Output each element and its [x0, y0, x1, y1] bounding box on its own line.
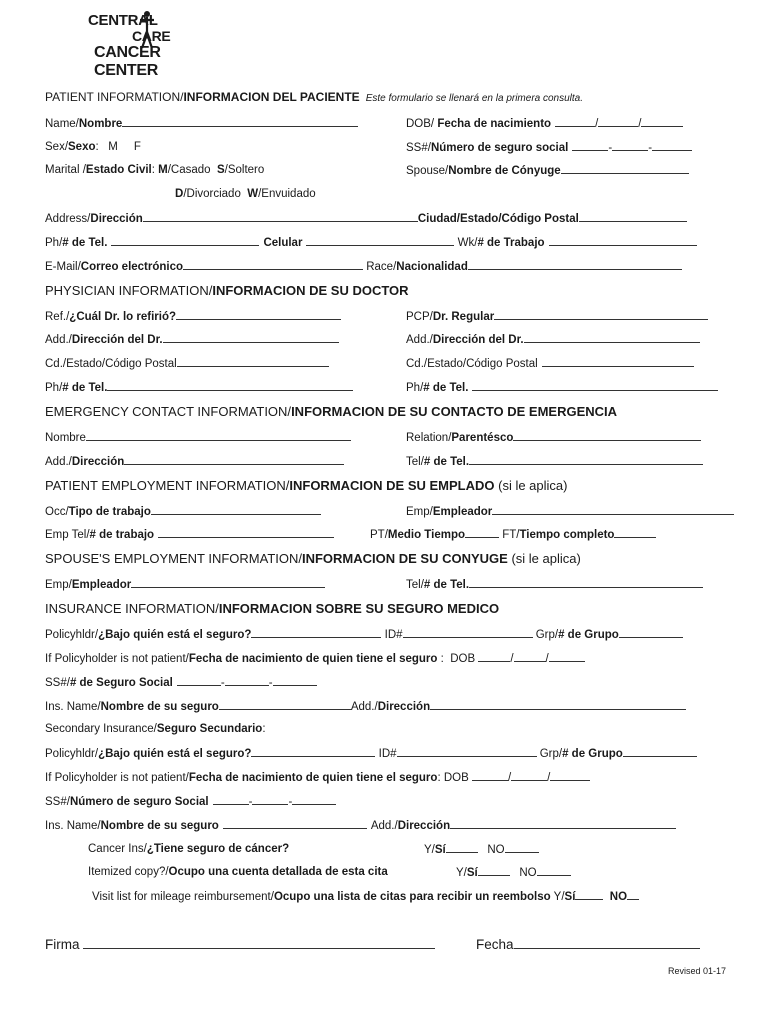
email-field: E-Mail/Correo electrónico Race/Nacionalidad	[45, 259, 682, 274]
section-emergency-heading: EMERGENCY CONTACT INFORMATION/INFORMACION DE SU CONTACTO DE EMERGENCIA	[45, 404, 618, 419]
section-physician-heading: PHYSICIAN INFORMATION/INFORMACION DE SU DOCTOR	[45, 283, 409, 298]
pcp-field: PCP/Dr. Regular	[406, 309, 708, 324]
pcp-phone-field: Ph/# de Tel.	[406, 380, 718, 395]
emp-tel-field: Emp Tel/# de trabajo	[45, 527, 334, 542]
relation-field: Relation/Parentésco	[406, 430, 701, 445]
pcp-city-field: Cd./Estado/Código Postal	[406, 356, 694, 371]
spouse-field: Spouse/Nombre de Cónyuge	[406, 163, 689, 178]
policyholder-field: Policyhldr/¿Bajo quién está el seguro? ID# Grp/# de Grupo	[45, 627, 683, 642]
section-patient-heading: PATIENT INFORMATION/INFORMACION DEL PACIENTE Este formulario se llenará en la primera consulta.	[45, 90, 584, 104]
dr-phone-field: Ph/# de Tel.	[45, 380, 353, 395]
emergency-address-field: Add./Dirección	[45, 454, 344, 469]
emergency-tel-field: Tel/# de Tel.	[406, 454, 703, 469]
sex-field: Sex/Sexo: M F	[45, 141, 141, 153]
itemized-yes-no: Y/Sí NO	[456, 865, 571, 880]
dob-field: DOB/ Fecha de nacimiento / /	[406, 116, 683, 131]
name-input[interactable]	[122, 116, 358, 127]
ref-field: Ref./¿Cuál Dr. lo refirió?	[45, 309, 341, 324]
secondary-ins-name-field: Ins. Name/Nombre de su seguro Add./Dirección	[45, 818, 676, 833]
dr-address-field: Add./Dirección del Dr.	[45, 332, 339, 347]
section-employment-heading: PATIENT EMPLOYMENT INFORMATION/INFORMACION DE SU EMPLADO (si le aplica)	[45, 478, 568, 493]
holder-ss-field: SS#/# de Seguro Social - -	[45, 675, 317, 690]
dr-city-field: Cd./Estado/Código Postal	[45, 356, 329, 371]
logo-line1: CENTRAL	[88, 12, 158, 29]
section-insurance-heading: INSURANCE INFORMATION/INFORMACION SOBRE SU SEGURO MEDICO	[45, 601, 500, 616]
logo-line2: CARE	[132, 28, 171, 44]
marital-field-2: D/Divorciado W/Envuidado	[175, 188, 316, 200]
revision-label: Revised 01-17	[667, 966, 726, 976]
ss-field: SS#/Número de seguro social - -	[406, 140, 692, 155]
address-field: Address/Dirección Ciudad/Estado/Código Postal	[45, 211, 687, 226]
signature-field: Firma	[45, 936, 435, 952]
logo-line3: CANCER CENTER	[94, 44, 161, 79]
employer-field: Emp/Empleador	[406, 504, 734, 519]
spouse-tel-field: Tel/# de Tel.	[406, 577, 703, 592]
phone-field: Ph/# de Tel. Celular Wk/# de Trabajo	[45, 235, 697, 250]
time-field: PT/Medio Tiempo FT/Tiempo completo	[370, 527, 656, 542]
secondary-dob-field: If Policyholder is not patient/Fecha de nacimiento de quien tiene el seguro: DOB / /	[45, 770, 590, 785]
secondary-holder-field: Policyhldr/¿Bajo quién está el seguro? ID# Grp/# de Grupo	[45, 746, 697, 761]
visit-list-field: Visit list for mileage reimbursement/Ocupo una lista de citas para recibir un reembolso Y/Sí NO	[92, 889, 639, 904]
name-field: Name/Nombre	[45, 116, 358, 131]
pcp-address-field: Add./Dirección del Dr.	[406, 332, 700, 347]
date-line[interactable]	[514, 936, 700, 949]
spouse-employer-field: Emp/Empleador	[45, 577, 325, 592]
signature-line[interactable]	[83, 936, 435, 949]
occupation-field: Occ/Tipo de trabajo	[45, 504, 321, 519]
date-field: Fecha	[476, 936, 700, 952]
emergency-name-field: Nombre	[45, 430, 351, 445]
itemized-field: Itemized copy?/Ocupo una cuenta detallada de esta cita	[88, 866, 388, 878]
holder-dob-field: If Policyholder is not patient/Fecha de nacimiento de quien tiene el seguro : DOB / /	[45, 651, 585, 666]
secondary-insurance-label: Secondary Insurance/Seguro Secundario:	[45, 723, 266, 735]
secondary-ss-field: SS#/Número de seguro Social - -	[45, 794, 336, 809]
marital-field: Marital /Estado Civil: M/Casado S/Soltero	[45, 164, 265, 176]
ins-name-field: Ins. Name/Nombre de su seguro Add./Dirección	[45, 699, 686, 714]
cancer-ins-field: Cancer Ins/¿Tiene seguro de cáncer?	[88, 843, 290, 855]
logo	[88, 10, 228, 79]
form-note: Este formulario se llenará en la primera consulta.	[365, 93, 584, 104]
section-spouse-heading: SPOUSE'S EMPLOYMENT INFORMATION/INFORMACION DE SU CONYUGE (si le aplica)	[45, 551, 581, 566]
cancer-ins-yes-no: Y/Sí NO	[424, 842, 539, 857]
